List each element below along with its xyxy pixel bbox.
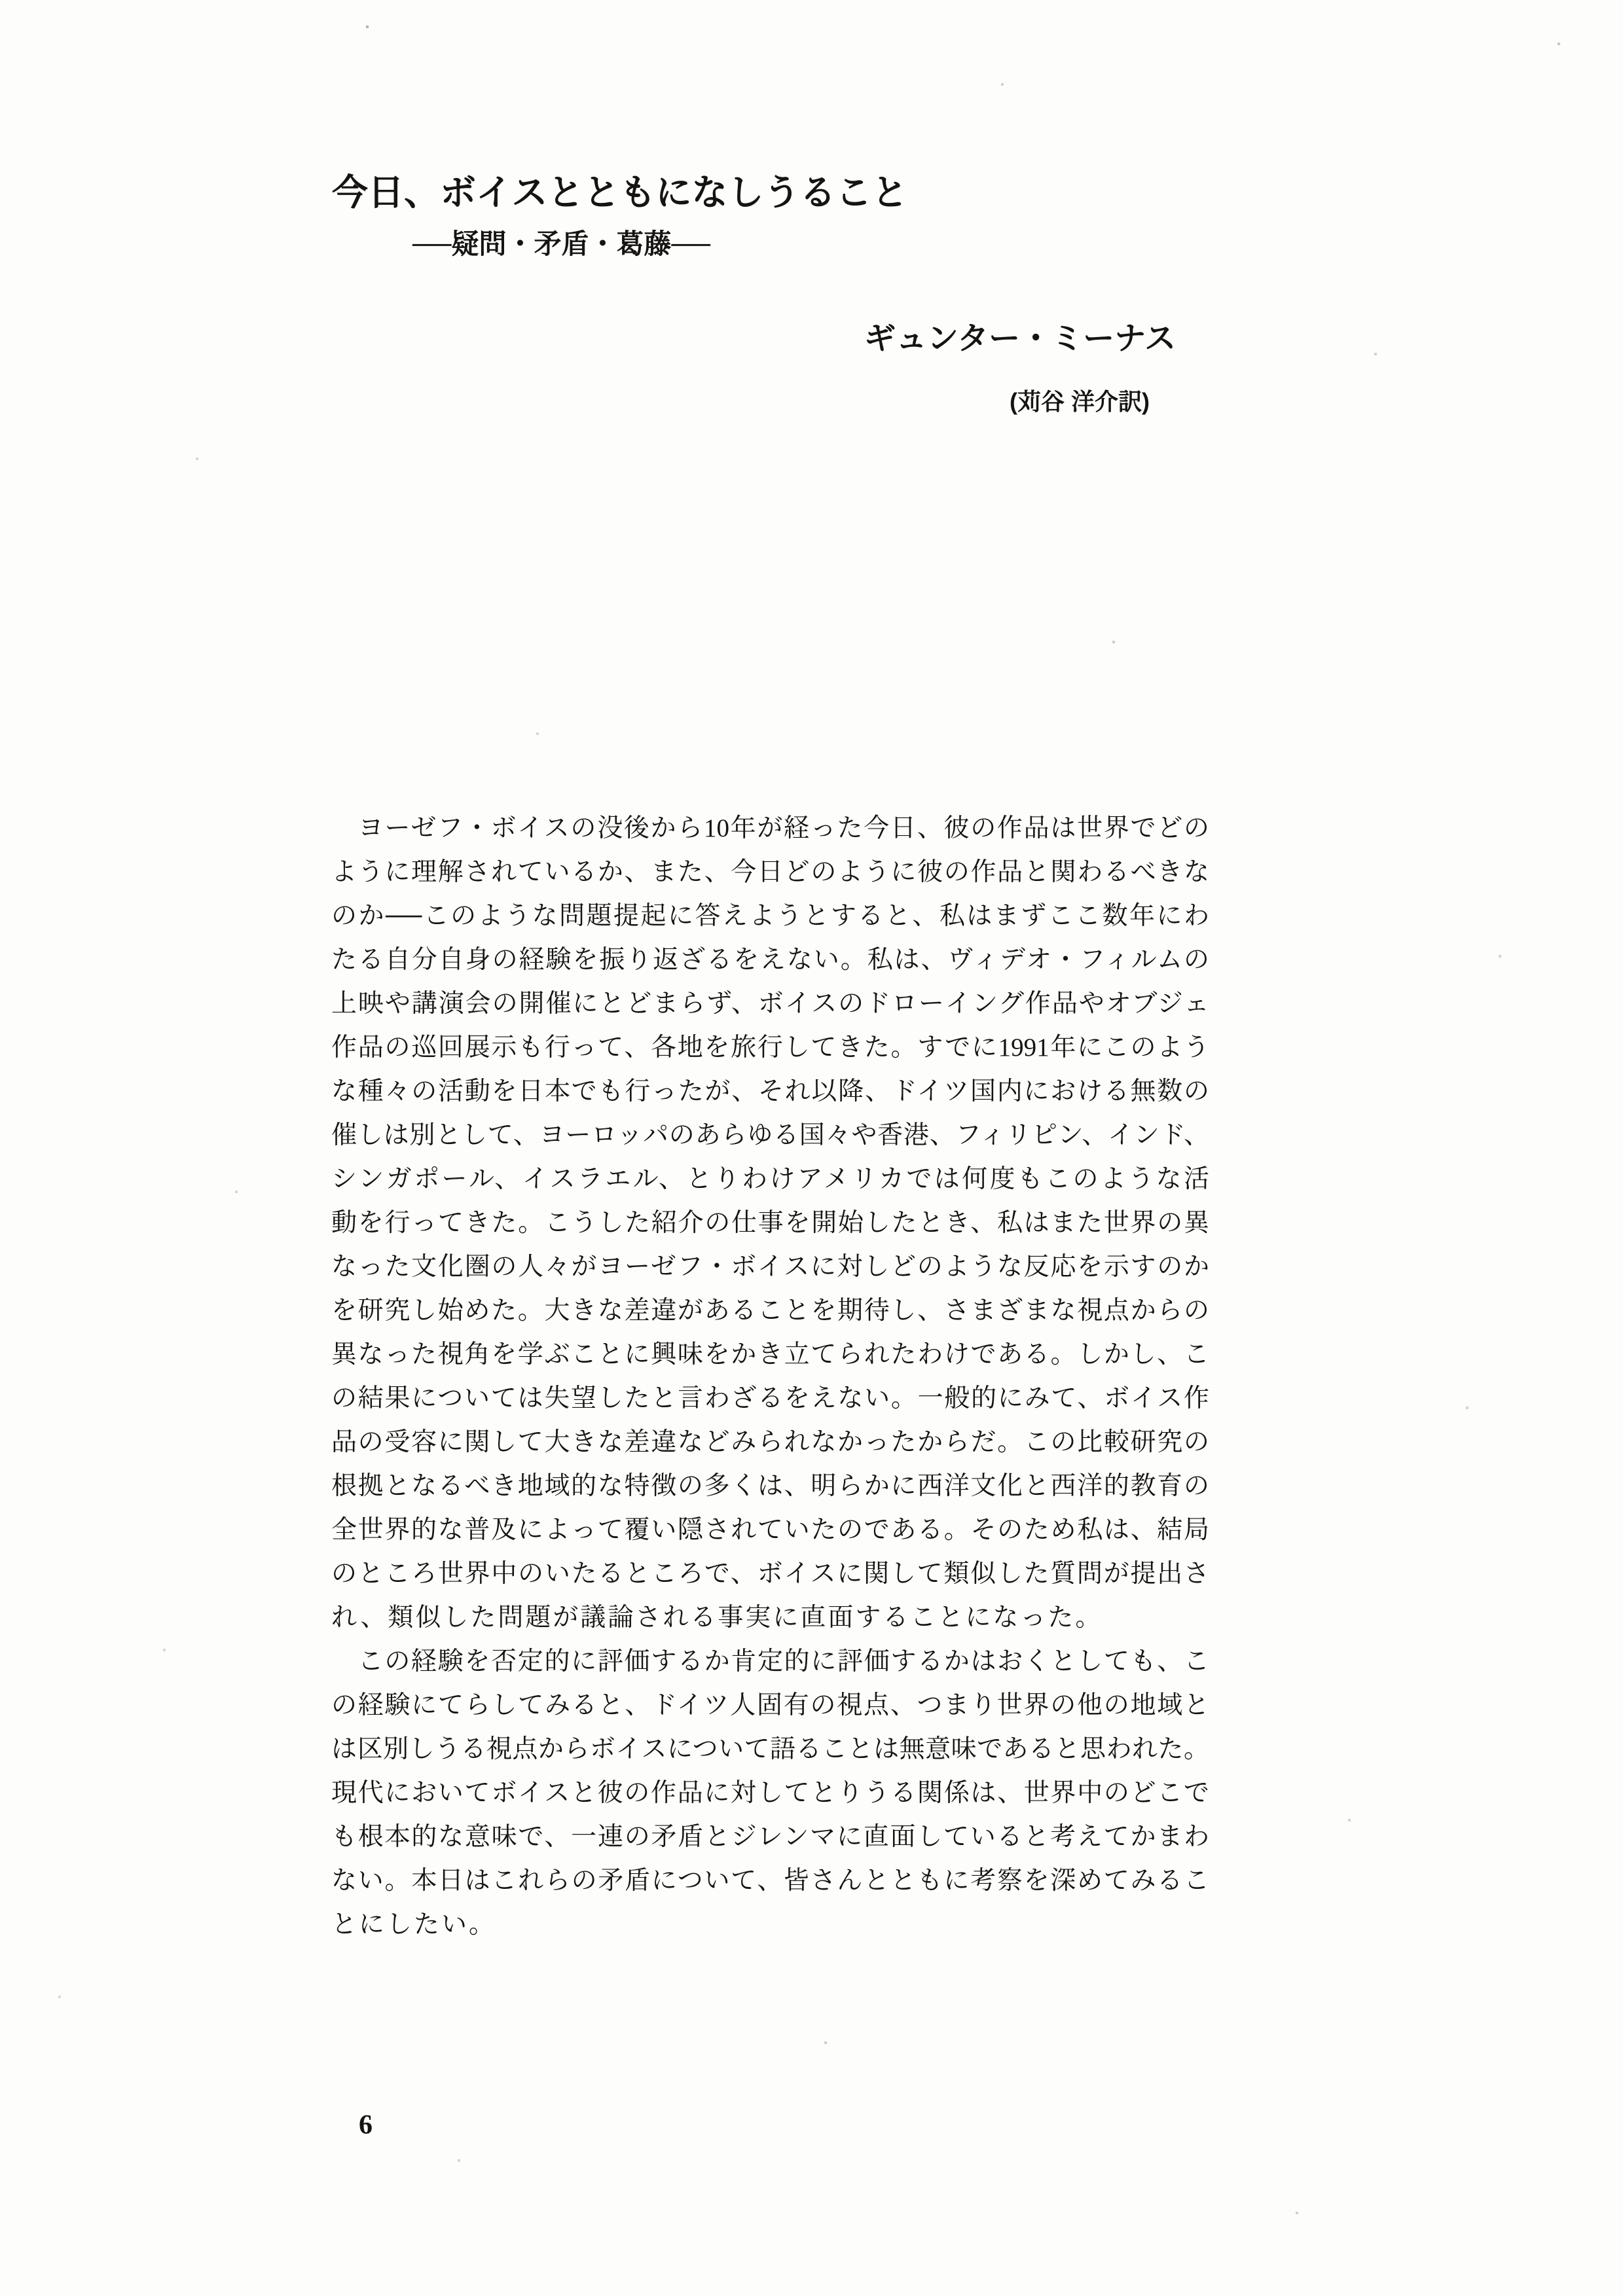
body-line: 異なった視角を学ぶことに興味をかき立てられたわけである。しかし、こ [331,1340,1209,1369]
body-line: ヨーゼフ・ボイスの没後から10年が経った今日、彼の作品は世界でどの [331,814,1209,842]
page-number: 6 [359,2110,373,2140]
translator-credit: (苅谷 洋介訳) [1010,388,1150,415]
body-line: の経験にてらしてみると、ドイツ人固有の視点、つまり世界の他の地域と [331,1691,1209,1719]
body-line: 現代においてボイスと彼の作品に対してとりうる関係は、世界中のどこで [331,1779,1209,1807]
body-line: シンガポール、イスラエル、とりわけアメリカでは何度もこのような活 [331,1165,1209,1193]
body-line: ない。本日はこれらの矛盾について、皆さんとともに考察を深めてみるこ [331,1867,1209,1895]
body-line: 全世界的な普及によって覆い隠されていたのである。そのため私は、結局 [331,1516,1209,1544]
body-line: 根拠となるべき地域的な特徴の多くは、明らかに西洋文化と西洋的教育の [331,1472,1209,1500]
body-line: のか──このような問題提起に答えようとすると、私はまずここ数年にわ [331,902,1209,930]
body-line: も根本的な意味で、一連の矛盾とジレンマに直面していると考えてかまわ [331,1823,1209,1851]
body-line: れ、類似した問題が議論される事実に直面することになった。 [331,1604,1103,1632]
body-text [331,806,1209,1946]
scan-noise [0,0,1,1]
body-line: を研究し始めた。大きな差違があることを期待し、さまざまな視点からの [331,1297,1209,1325]
body-line: この経験を否定的に評価するか肯定的に評価するかはおくとしても、こ [331,1647,1209,1676]
body-line: なった文化圏の人々がヨーゼフ・ボイスに対しどのような反応を示すのか [331,1253,1209,1281]
body-line: 催しは別として、ヨーロッパのあらゆる国々や香港、フィリピン、インド、 [331,1121,1209,1149]
body-line: たる自分自身の経験を振り返ざるをえない。私は、ヴィデオ・フィルムの [331,946,1209,974]
body-line: の結果については失望したと言わざるをえない。一般的にみて、ボイス作 [331,1384,1209,1412]
article-title: 今日、ボイスとともになしうること [332,172,908,213]
body-line: ように理解されているか、また、今日どのように彼の作品と関わるべきな [331,858,1209,886]
body-line: 上映や講演会の開催にとどまらず、ボイスのドローイング作品やオブジェ [331,990,1209,1018]
body-line: な種々の活動を日本でも行ったが、それ以降、ドイツ国内における無数の [331,1077,1209,1105]
body-line: 動を行ってきた。こうした紹介の仕事を開始したとき、私はまた世界の異 [331,1209,1209,1237]
body-line: 作品の巡回展示も行って、各地を旅行してきた。すでに1991年にこのよう [331,1033,1209,1062]
article-subtitle: ──疑問・矛盾・葛藤── [412,228,711,259]
body-line: は区別しうる視点からボイスについて語ることは無意味であると思われた。 [331,1735,1209,1763]
body-line: のところ世界中のいたるところで、ボイスに関して類似した質問が提出さ [331,1560,1209,1588]
body-line: 品の受容に関して大きな差違などみられなかったからだ。この比較研究の [331,1428,1209,1456]
body-line: とにしたい。 [331,1910,497,1939]
author-name: ギュンター・ミーナス [864,321,1176,356]
